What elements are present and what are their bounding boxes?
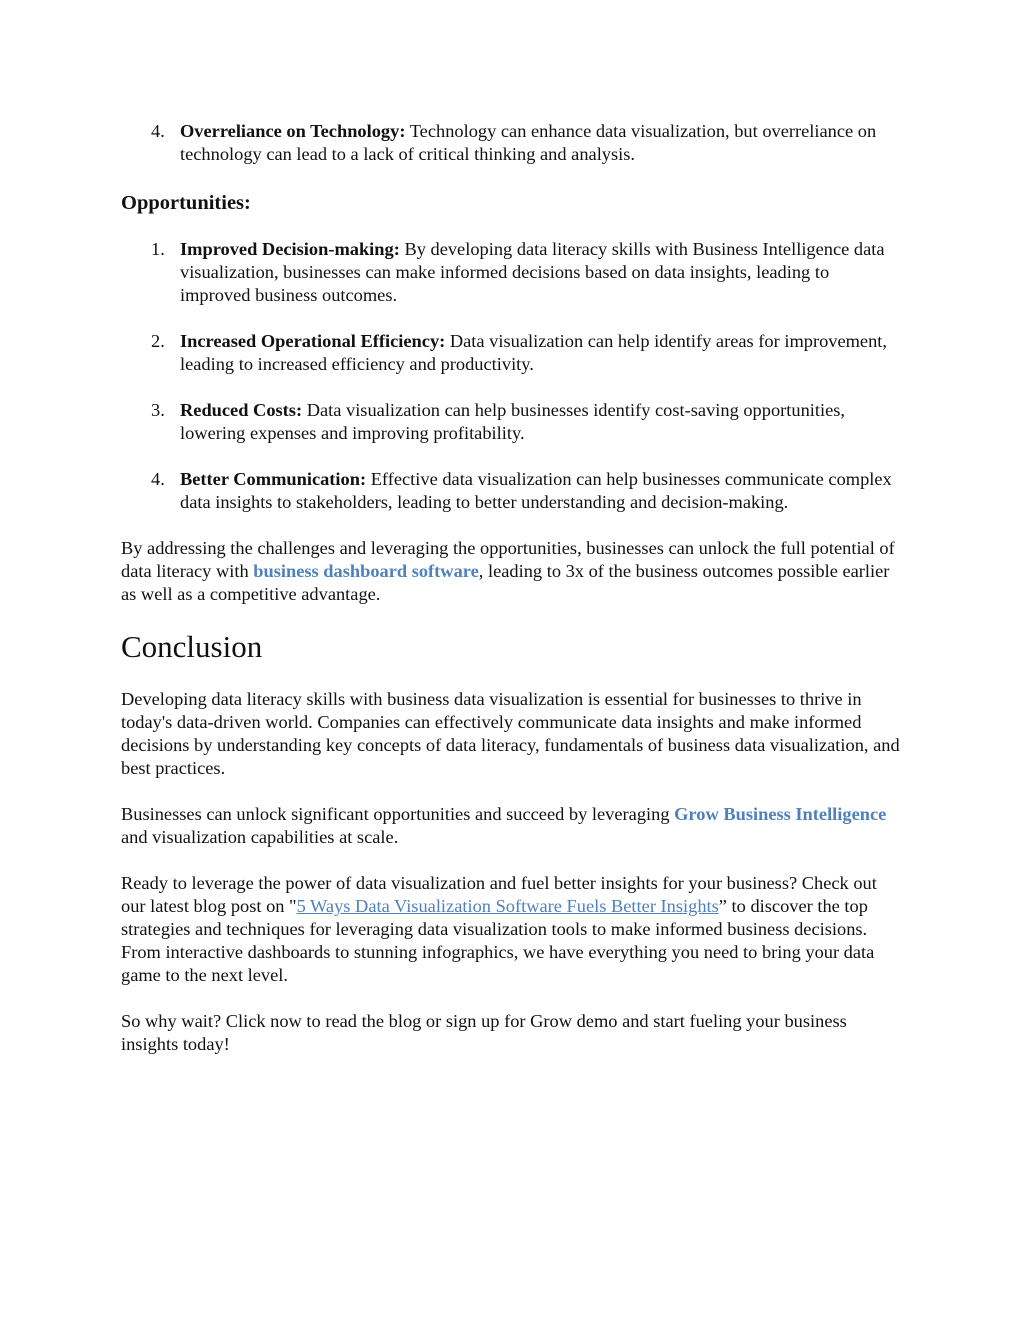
list-number: 3. xyxy=(151,400,165,420)
conclusion-paragraph-2: Businesses can unlock significant opportunities and succeed by leveraging Grow Business Intelligence and visualization capabilities at scale. xyxy=(121,804,887,847)
conclusion-heading: Conclusion xyxy=(121,629,263,664)
list-number: 4. xyxy=(151,469,165,489)
item-text: Effective data visualization can help businesses communicate complex data insights to stakeholders, leading to better understanding and decision-making. xyxy=(180,469,892,512)
opportunity-item-4 xyxy=(121,468,901,514)
business-dashboard-software-link[interactable]: business dashboard software xyxy=(253,561,479,581)
item-title: Better Communication: xyxy=(180,469,367,489)
summary-paragraph: By addressing the challenges and leveraging the opportunities, businesses can unlock the full potential of data literacy with business dashboard software, leading to 3x of the business outcomes possible earlier as well as a competitive advantage. xyxy=(121,538,895,604)
opportunity-item-3 xyxy=(121,399,901,445)
list-number: 1. xyxy=(151,239,165,259)
item-text: Data visualization can help businesses identify cost-saving opportunities, lowering expenses and improving profitability. xyxy=(180,400,846,443)
grow-business-intelligence-link[interactable]: Grow Business Intelligence xyxy=(674,804,887,824)
opportunity-item-2 xyxy=(121,330,901,376)
item-text: By developing data literacy skills with Business Intelligence data visualization, businesses can make informed decisions based on data insights, leading to improved business outcomes. xyxy=(180,239,885,305)
item-text: Data visualization can help identify areas for improvement, leading to increased efficiency and productivity. xyxy=(180,331,887,374)
item-title: Overreliance on Technology: xyxy=(180,121,406,141)
conclusion-paragraph-4: So why wait? Click now to read the blog or sign up for Grow demo and start fueling your business insights today! xyxy=(121,1011,847,1054)
conclusion-paragraph-1: Developing data literacy skills with business data visualization is essential for businesses to thrive in today's data-driven world. Companies can effectively communicate data insights and make informed decisions by understanding key concepts of data literacy, fundamentals of business data visualization, and best practices. xyxy=(121,689,900,778)
list-number: 4. xyxy=(151,121,165,141)
document-page xyxy=(121,120,901,1079)
blog-post-link[interactable]: 5 Ways Data Visualization Software Fuels Better Insights xyxy=(296,896,719,916)
item-title: Reduced Costs: xyxy=(180,400,303,420)
item-title: Improved Decision-making: xyxy=(180,239,400,259)
opportunity-item-1 xyxy=(121,238,901,307)
challenge-item-4 xyxy=(121,120,901,166)
list-number: 2. xyxy=(151,331,165,351)
item-text: Technology can enhance data visualization, but overreliance on technology can lead to a lack of critical thinking and analysis. xyxy=(180,121,877,164)
conclusion-paragraph-3: Ready to leverage the power of data visualization and fuel better insights for your business? Check out our latest blog post on "5 Ways Data Visualization Software Fuels Better Insights” to discover the top strategies and techniques for leveraging data visualization tools to make informed business decisions. From interactive dashboards to stunning infographics, we have everything you need to bring your data game to the next level. xyxy=(121,873,877,985)
item-title: Increased Operational Efficiency: xyxy=(180,331,446,351)
opportunities-heading: Opportunities: xyxy=(121,192,251,214)
